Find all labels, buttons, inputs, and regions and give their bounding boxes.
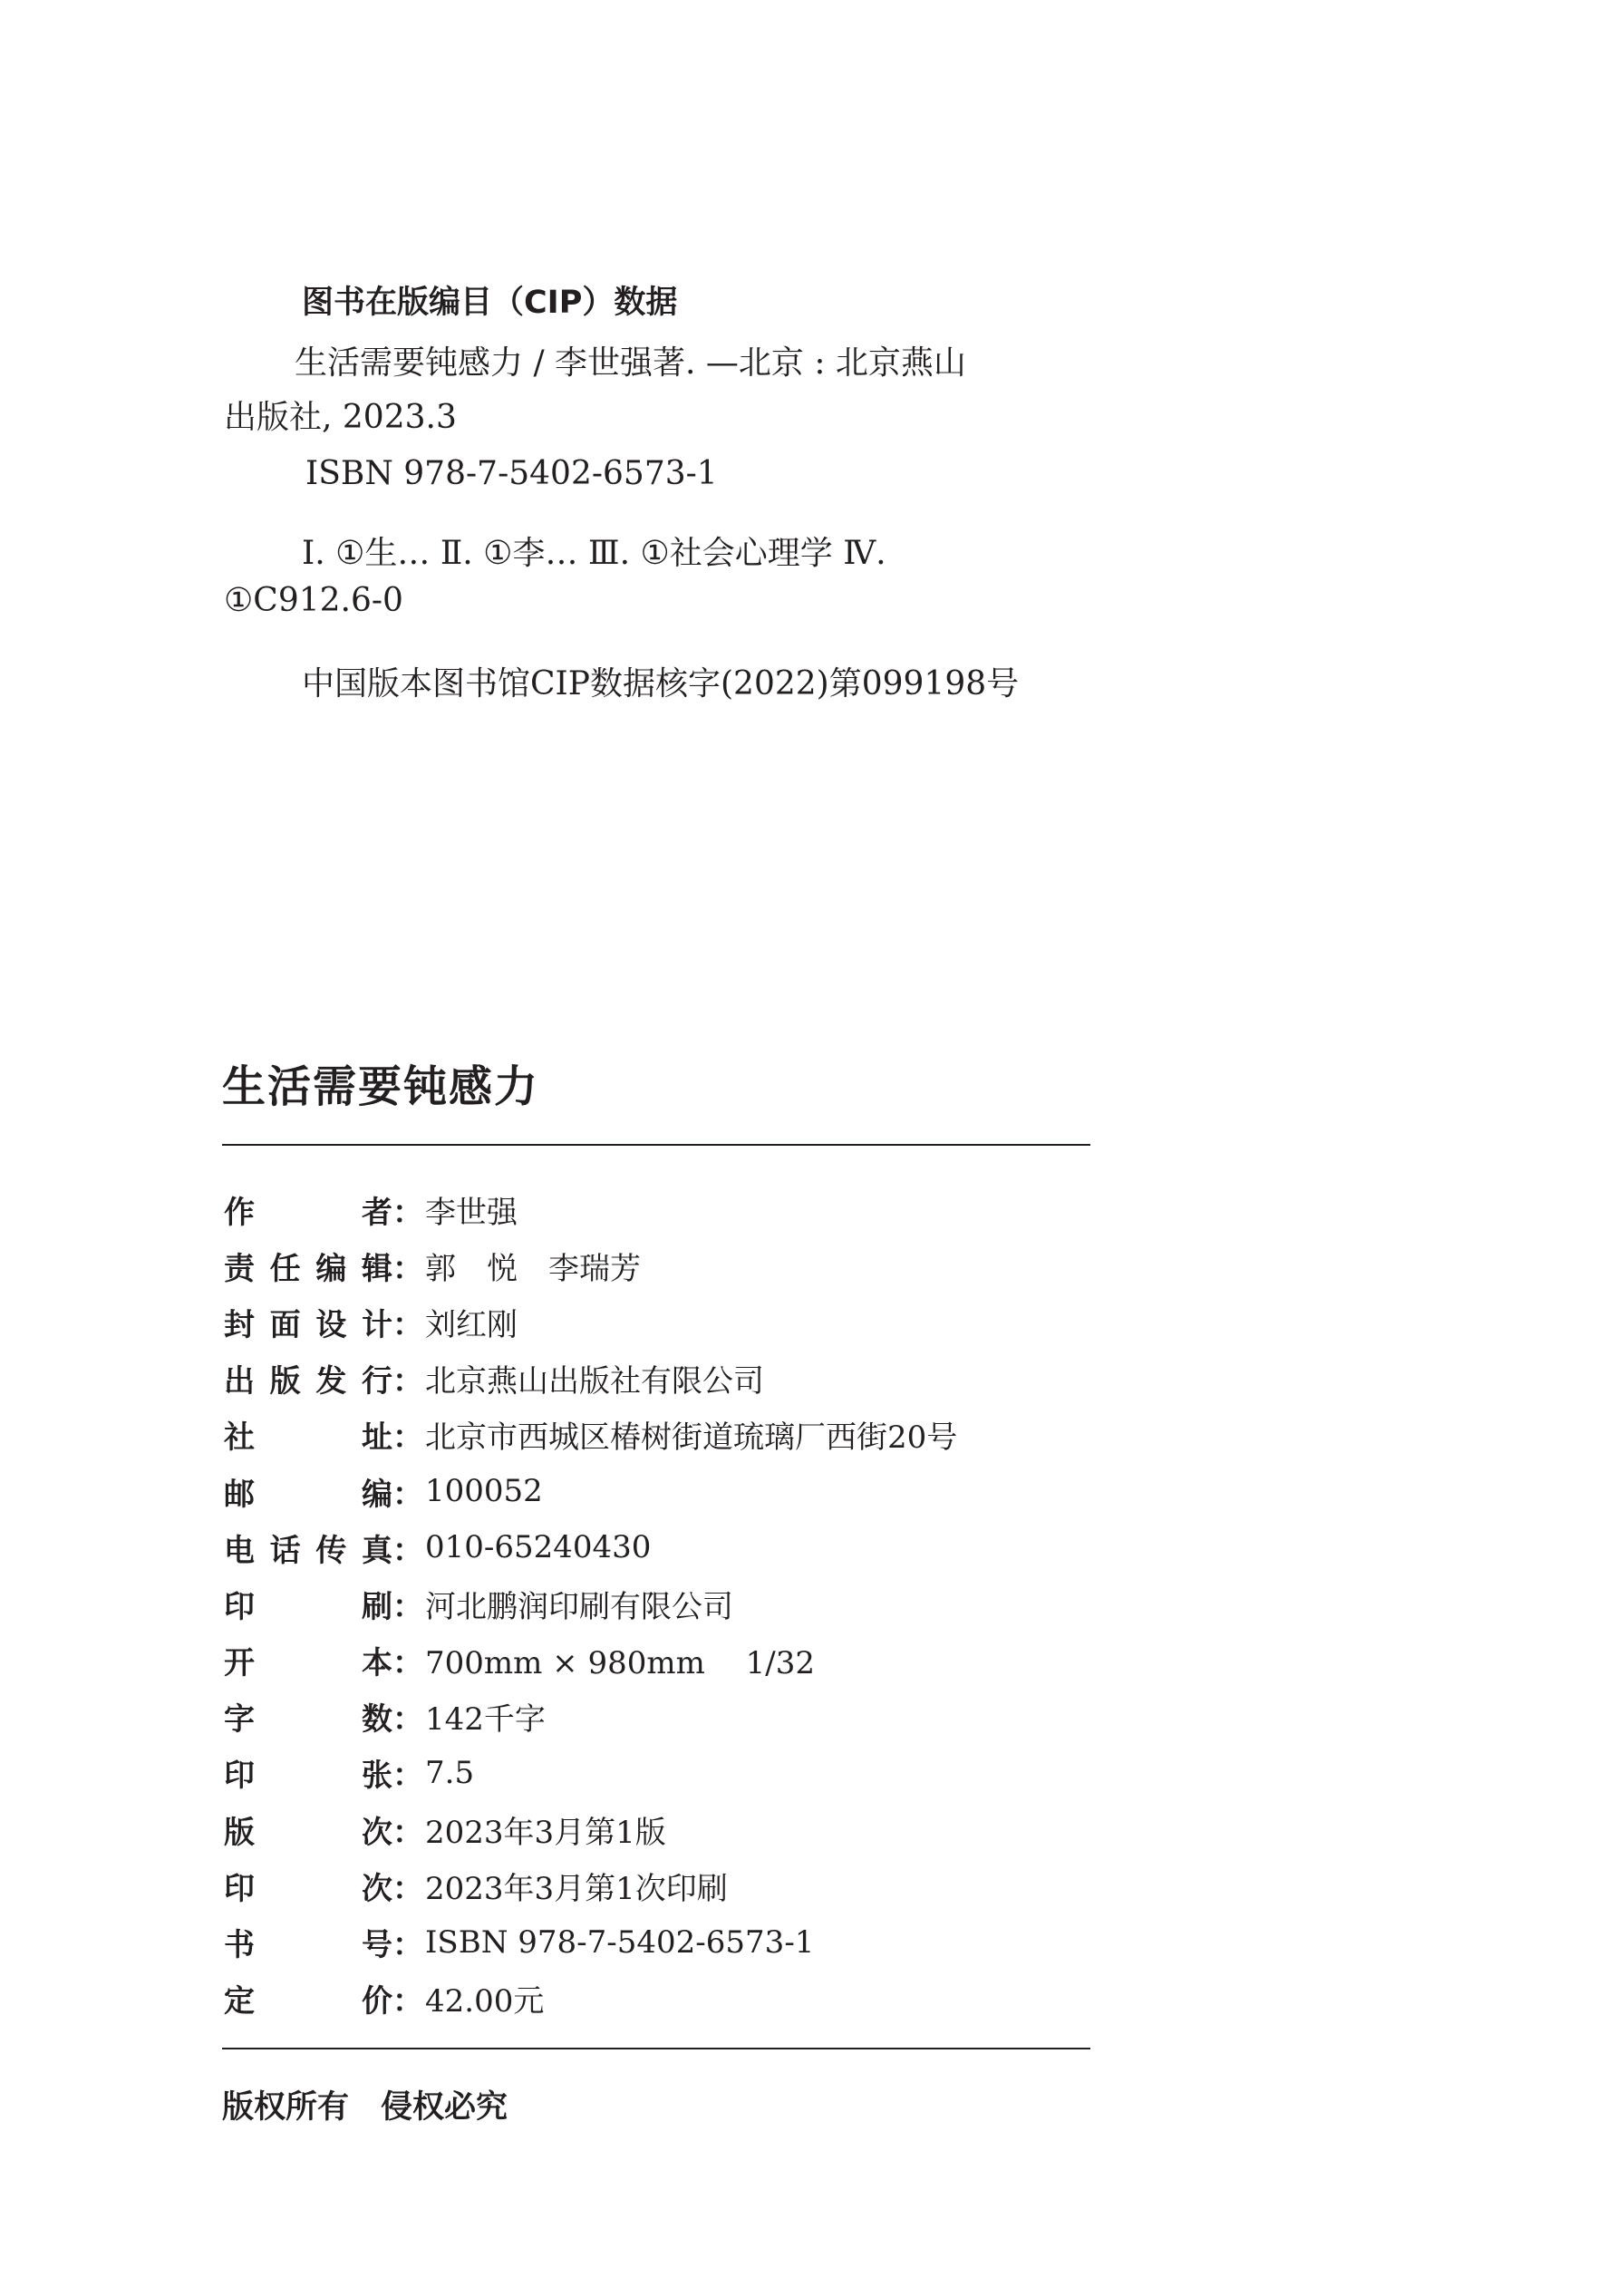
info-label xyxy=(224,1807,392,1852)
info-label-char: 社 xyxy=(224,1419,255,1457)
info-label-char: 号 xyxy=(362,1927,392,1964)
info-label xyxy=(224,1412,392,1457)
info-label-char: 电 xyxy=(224,1532,255,1569)
info-label-char: 编 xyxy=(315,1250,347,1287)
info-value: 100052 xyxy=(425,1473,543,1510)
info-label-char: 编 xyxy=(362,1476,392,1513)
info-row xyxy=(224,1519,957,1575)
info-label-char: 作 xyxy=(224,1194,255,1231)
cip-record-number: 中国版本图书馆CIP数据核字(2022)第099198号 xyxy=(302,665,1020,702)
info-value: 42.00元 xyxy=(425,1983,545,2020)
info-label-char: 版 xyxy=(269,1363,301,1400)
info-label xyxy=(224,1526,392,1570)
info-label xyxy=(224,1976,392,2020)
info-label-char: 址 xyxy=(362,1419,392,1457)
info-colon: ： xyxy=(392,1363,423,1400)
info-row xyxy=(224,1857,957,1913)
info-label xyxy=(224,1300,392,1344)
info-label xyxy=(224,1469,392,1514)
book-title: 生活需要钝感力 xyxy=(222,1061,540,1112)
info-label-char: 字 xyxy=(224,1701,255,1739)
info-label-char: 行 xyxy=(361,1363,392,1400)
info-row xyxy=(224,1575,957,1632)
info-row xyxy=(224,1632,957,1689)
copyright-notice: 版权所有 侵权必究 xyxy=(222,2089,508,2126)
info-value: 北京市西城区椿树街道琉璃厂西街20号 xyxy=(425,1419,958,1457)
info-colon: ： xyxy=(392,1306,423,1343)
cip-title-line: 生活需要钝感力 / 李世强著. —北京 : 北京燕山 xyxy=(295,344,966,382)
info-label-char: 印 xyxy=(224,1758,255,1795)
info-label-char: 次 xyxy=(362,1814,392,1851)
info-row xyxy=(224,1351,957,1407)
info-colon: ： xyxy=(392,1870,423,1907)
info-row xyxy=(224,1689,957,1745)
info-label-char: 任 xyxy=(269,1250,301,1287)
info-row xyxy=(224,1971,957,2027)
info-label-char: 传 xyxy=(315,1532,347,1569)
info-row xyxy=(224,1745,957,1801)
footer-rule xyxy=(222,2048,1090,2049)
info-label-char: 本 xyxy=(362,1645,392,1682)
title-rule xyxy=(222,1144,1090,1146)
info-label-char: 刷 xyxy=(362,1588,392,1625)
info-value: 2023年3月第1版 xyxy=(425,1814,666,1851)
info-label-char: 设 xyxy=(315,1306,347,1343)
cip-classification-line: Ⅰ. ①生… Ⅱ. ①李… Ⅲ. ①社会心理学 Ⅳ. xyxy=(302,535,886,572)
cip-isbn: ISBN 978-7-5402-6573-1 xyxy=(305,455,718,492)
info-colon: ： xyxy=(392,1588,423,1625)
info-label-char: 书 xyxy=(224,1927,255,1964)
info-label-char: 定 xyxy=(224,1983,255,2020)
info-colon: ： xyxy=(392,1814,423,1851)
info-colon: ： xyxy=(392,1701,423,1739)
info-label xyxy=(224,1694,392,1739)
info-label-char: 面 xyxy=(269,1306,301,1343)
info-colon: ： xyxy=(392,1194,423,1231)
info-label xyxy=(224,1638,392,1682)
info-label-char: 张 xyxy=(362,1758,392,1795)
info-label-char: 出 xyxy=(224,1363,255,1400)
info-label xyxy=(224,1750,392,1795)
info-label xyxy=(224,1356,392,1400)
info-value: 010-65240430 xyxy=(425,1529,652,1566)
info-value: 7.5 xyxy=(425,1754,475,1791)
info-value: 郭 悦 李瑞芳 xyxy=(425,1250,641,1287)
info-label-char: 封 xyxy=(224,1306,255,1343)
info-value: 2023年3月第1次印刷 xyxy=(425,1870,728,1907)
info-colon: ： xyxy=(392,1645,423,1682)
info-row xyxy=(224,1801,957,1857)
info-label-char: 次 xyxy=(362,1870,392,1907)
info-value: 刘红刚 xyxy=(425,1306,518,1343)
info-value: 142千字 xyxy=(425,1701,546,1739)
info-label-char: 开 xyxy=(224,1645,255,1682)
info-colon: ： xyxy=(392,1419,423,1457)
info-label-char: 话 xyxy=(269,1532,301,1569)
info-colon: ： xyxy=(392,1532,423,1569)
info-label xyxy=(224,1920,392,1964)
info-row xyxy=(224,1181,957,1237)
info-label-char: 真 xyxy=(361,1532,392,1569)
info-label xyxy=(224,1244,392,1288)
publication-info xyxy=(224,1181,957,2027)
info-label xyxy=(224,1187,392,1232)
info-label-char: 辑 xyxy=(361,1250,392,1287)
info-label-char: 计 xyxy=(361,1306,392,1343)
cip-publisher-line: 出版社, 2023.3 xyxy=(224,399,457,436)
info-label-char: 邮 xyxy=(224,1476,255,1513)
info-label xyxy=(224,1864,392,1908)
info-value: 700mm × 980mm 1/32 xyxy=(425,1645,816,1682)
info-row xyxy=(224,1913,957,1970)
info-colon: ： xyxy=(392,1250,423,1287)
info-row xyxy=(224,1237,957,1293)
info-label-char: 责 xyxy=(224,1250,255,1287)
info-label xyxy=(224,1582,392,1626)
info-label-char: 者 xyxy=(362,1194,392,1231)
info-value: ISBN 978-7-5402-6573-1 xyxy=(425,1923,815,1961)
info-label-char: 印 xyxy=(224,1870,255,1907)
info-value: 李世强 xyxy=(425,1194,518,1231)
cip-heading: 图书在版编目（CIP）数据 xyxy=(302,285,678,321)
info-label-char: 版 xyxy=(224,1814,255,1851)
info-value: 北京燕山出版社有限公司 xyxy=(425,1363,764,1400)
info-colon: ： xyxy=(392,1758,423,1795)
info-label-char: 价 xyxy=(362,1983,392,2020)
info-row xyxy=(224,1463,957,1519)
cip-classification-code: ①C912.6-0 xyxy=(224,582,403,619)
info-label-char: 数 xyxy=(362,1701,392,1739)
info-colon: ： xyxy=(392,1927,423,1964)
info-value: 河北鹏润印刷有限公司 xyxy=(425,1588,733,1625)
info-colon: ： xyxy=(392,1983,423,2020)
info-colon: ： xyxy=(392,1476,423,1513)
info-label-char: 印 xyxy=(224,1588,255,1625)
info-label-char: 发 xyxy=(315,1363,347,1400)
info-row xyxy=(224,1407,957,1463)
info-row xyxy=(224,1293,957,1350)
